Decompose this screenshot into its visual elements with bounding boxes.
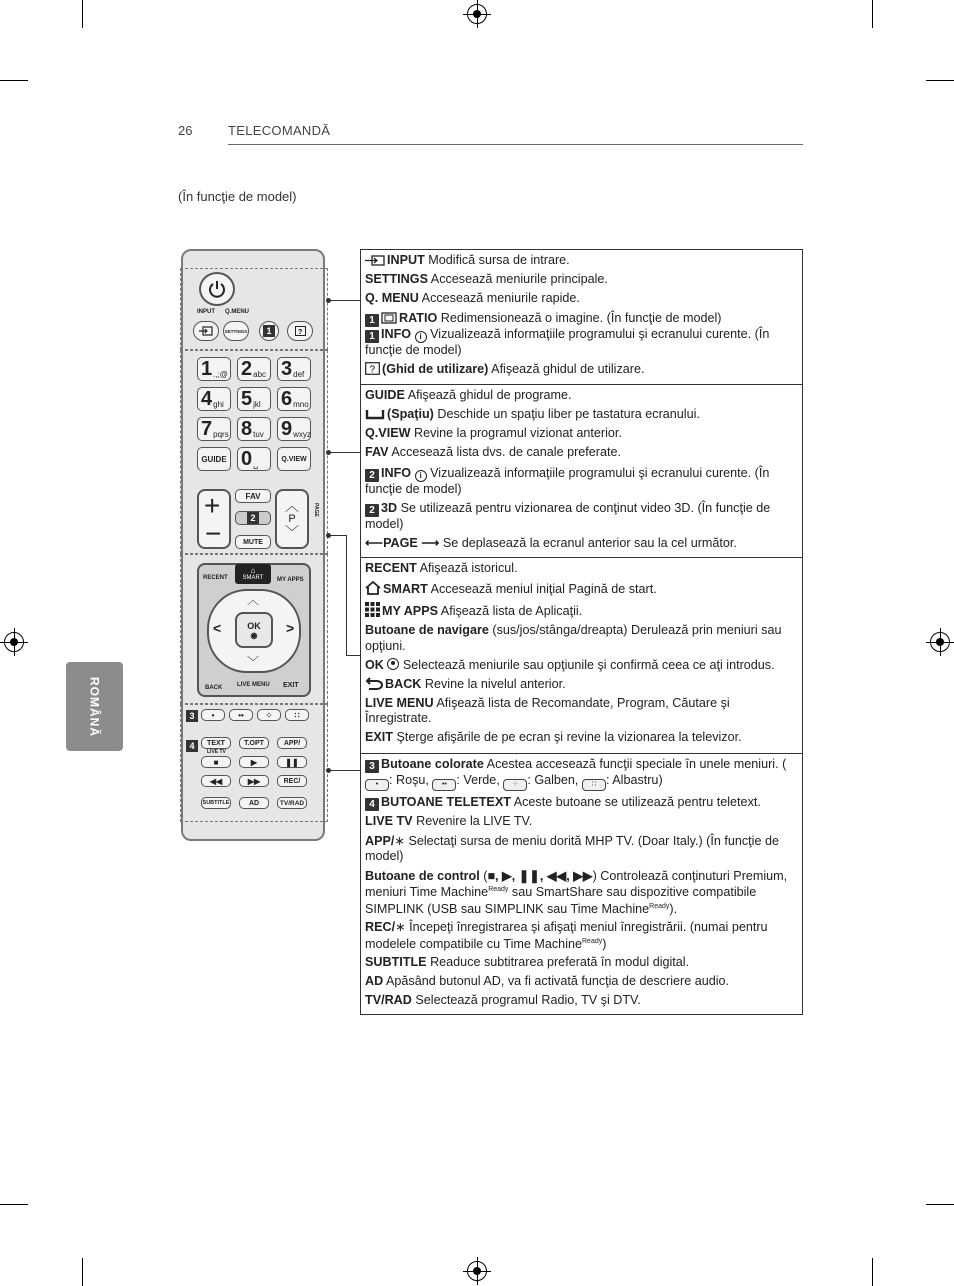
crop-mark [0, 80, 28, 81]
tvrad-button[interactable]: TV/RAD [277, 797, 307, 809]
desc-input: INPUT Modifică sursa de intrare. [365, 253, 798, 269]
registration-mark-icon [4, 632, 24, 652]
settings-button[interactable]: SETTINGS [223, 321, 249, 341]
livemenu-button[interactable]: LIVE MENU [237, 682, 270, 688]
apps-grid-icon [365, 602, 380, 617]
crop-mark [872, 0, 873, 28]
livetv-label: LIVE TV [207, 749, 226, 755]
num-button-1[interactable]: 1 .,;@ [197, 357, 231, 381]
3d-button[interactable] [235, 511, 271, 525]
exit-button[interactable]: EXIT [283, 682, 299, 689]
desc-teletext: 4 BUTOANE TELETEXT Aceste butoane se utilizează pentru teletext. [365, 795, 798, 811]
desc-qview: Q.VIEW Revine la programul vizionat anterior. [365, 426, 622, 441]
input-icon [199, 326, 213, 336]
crop-mark [926, 80, 954, 81]
section-4-badge: 4 [186, 740, 198, 752]
space-icon [365, 408, 385, 420]
green-button[interactable]: •• [229, 709, 253, 721]
num-button-4[interactable]: 4 ghi [197, 387, 231, 411]
num-button-3[interactable]: 3 def [277, 357, 311, 381]
section-title: TELECOMANDĂ [228, 123, 331, 138]
home-icon [365, 581, 381, 595]
crop-mark [926, 1204, 954, 1205]
desc-section-2 [361, 385, 802, 558]
qview-button[interactable]: Q.VIEW [277, 447, 311, 471]
yellow-button[interactable]: ⁘ [257, 709, 281, 721]
registration-mark-icon [467, 4, 487, 24]
desc-settings: SETTINGS Accesează meniurile principale. [365, 272, 608, 287]
text-button[interactable]: TEXT [201, 737, 231, 749]
desc-3d: 2 3D Se utilizează pentru vizionarea de conţinut video 3D. (În funcţie de model) [365, 500, 771, 531]
desc-control: Butoane de control (■, ▶, ❚❚, ◀◀, ▶▶) Controlează conţinuturi Premium, meniuri Time Machine$^{Ready}$ sau SmartShare sau dispozitive compatibile SIMPLINK (USB sau SIMPLINK sau Time Machine$^{Ready}$). [365, 868, 788, 917]
blue-button[interactable]: ∷ [285, 709, 309, 721]
ok-dot-icon [387, 658, 399, 670]
ratio-badge: 1 [263, 325, 275, 337]
connector-line [346, 535, 347, 655]
guide-button[interactable]: GUIDE [197, 447, 231, 471]
desc-space: (Spaţiu) Deschide un spaţiu liber pe tastatura ecranului. [365, 407, 798, 423]
desc-recent: RECENT Afişează istoricul. [365, 561, 518, 575]
registration-mark-icon [467, 1261, 487, 1281]
desc-section-3 [361, 558, 802, 754]
info-icon: i [415, 331, 427, 343]
desc-livetv: LIVE TV Revenire la LIVE TV. [365, 814, 533, 829]
desc-section-1 [361, 250, 802, 385]
page-right-icon: ⟶ [421, 535, 440, 550]
nav-left-icon[interactable]: < [213, 620, 222, 636]
3d-badge: 2 [247, 512, 259, 524]
space-icon: ␣ [253, 460, 259, 469]
red-button-icon: • [365, 779, 389, 791]
desc-exit: EXIT Şterge afişările de pe ecran şi revine la vizionarea la televizor. [365, 730, 742, 745]
ok-button[interactable]: OK ◉ [235, 612, 273, 648]
description-table [360, 249, 803, 1015]
back-button[interactable]: BACK [205, 685, 223, 691]
play-button[interactable]: ▶ [239, 756, 269, 768]
num-button-6[interactable]: 6 mno [277, 387, 311, 411]
page-left-icon: ⟵ [365, 535, 384, 550]
recent-button[interactable]: RECENT [203, 575, 228, 581]
chevron-down-icon: ﹀ [285, 524, 299, 540]
desc-ratio: 1 RATIO Redimensionează o imagine. (În funcţie de model) [365, 311, 798, 327]
desc-livemenu: LIVE MENU Afişează lista de Recomandate, Program, Căutare şi Înregistrate. [365, 695, 730, 726]
blue-button-icon: ∷ [582, 779, 606, 791]
control-symbols-icon: ■, ▶, ❚❚, ◀◀, ▶▶ [487, 868, 593, 883]
desc-qmenu: Q. MENU Accesează meniurile rapide. [365, 291, 580, 306]
fav-button[interactable]: FAV [235, 489, 271, 503]
svg-text:?: ? [369, 364, 376, 375]
forward-button[interactable]: ▶▶ [239, 775, 269, 787]
desc-app: APP/∗ Selectaţi sursa de meniu dorită MHP TV. (Doar Italy.) (În funcţie de model) [365, 833, 779, 864]
language-tab [66, 662, 123, 751]
qmenu-label: Q.MENU [225, 309, 249, 315]
green-button-icon: •• [432, 779, 456, 791]
smart-button[interactable]: ⌂ SMART [235, 564, 271, 584]
user-guide-icon [365, 362, 380, 375]
remote-illustration [181, 249, 325, 841]
desc-smart: SMART Accesează meniul iniţial Pagină de start. [365, 581, 798, 598]
desc-myapps: MY APPS Afişează lista de Aplicaţii. [365, 602, 798, 620]
user-guide-button[interactable] [287, 321, 313, 341]
desc-info-2: 2 INFO i Vizualizează informaţiile programului şi ecranului curente. (În funcţie de model) [365, 465, 770, 496]
crop-mark [82, 1258, 83, 1286]
star-icon: ∗ [394, 833, 405, 848]
crop-mark [82, 0, 83, 28]
desc-user-guide: ? (Ghid de utilizare) Afişează ghidul de utilizare. [365, 362, 798, 378]
desc-rec: REC/∗ Începeţi înregistrarea şi afişaţi meniul înregistrării. (numai pentru modelele compatibile cu Time Machine$^{Ready}$) [365, 920, 768, 951]
desc-color-buttons: 3 Butoane colorate Acestea accesează funcţii speciale în unele meniuri. (• : Roşu, •• : Verde, ⁘ : Galben, ∷ : Albastru) [365, 757, 798, 791]
home-icon: ⌂ [250, 566, 256, 575]
input-label: INPUT [197, 309, 215, 315]
page-label: PAGE [313, 503, 319, 517]
connector-line [330, 535, 346, 536]
program-label: P [288, 513, 296, 525]
program-rocker[interactable] [275, 489, 309, 549]
back-arrow-icon [365, 677, 383, 690]
num-button-2[interactable]: 2 abc [237, 357, 271, 381]
mute-button[interactable]: MUTE [235, 535, 271, 549]
rec-button[interactable]: REC/ [277, 775, 307, 787]
crop-mark [0, 1204, 28, 1205]
info-icon: i [415, 470, 427, 482]
desc-subtitle: SUBTITLE Readuce subtitrarea preferată în modul digital. [365, 954, 690, 969]
desc-ad: AD Apăsând butonul AD, va fi activată funcţia de descriere audio. [365, 974, 730, 989]
star-icon: ∗ [395, 920, 406, 935]
power-button[interactable] [199, 272, 235, 306]
connector-line [330, 452, 360, 453]
yellow-button-icon: ⁘ [503, 779, 527, 791]
num-button-9[interactable]: 9 wxyz [277, 417, 311, 441]
myapps-button[interactable]: MY APPS [277, 577, 304, 583]
input-icon [365, 255, 385, 266]
rewind-button[interactable]: ◀◀ [201, 775, 231, 787]
crop-mark [872, 1258, 873, 1286]
volume-up-icon: + [204, 490, 221, 521]
num-button-7[interactable]: 7 pqrs [197, 417, 231, 441]
num-button-5[interactable]: 5 jkl [237, 387, 271, 411]
chevron-up-icon: ︿ [285, 498, 299, 514]
ratio-icon [381, 312, 397, 324]
svg-text:?: ? [297, 329, 302, 336]
red-button[interactable]: • [201, 709, 225, 721]
connector-line [346, 655, 360, 656]
connector-line [330, 300, 360, 301]
num-button-8[interactable]: 8 tuv [237, 417, 271, 441]
desc-navigation: Butoane de navigare (sus/jos/stânga/dreapta) Derulează prin meniuri sau opţiuni. [365, 623, 782, 653]
page-number: 26 [178, 123, 193, 138]
app-button[interactable]: APP/ [277, 737, 307, 749]
language-tab-label: ROMÂNĂ [87, 676, 102, 737]
desc-ok: OK Selectează meniurile sau opţiunile şi confirmă ceea ce aţi introdus. [365, 657, 775, 672]
header-rule [228, 144, 803, 145]
desc-tvrad: TV/RAD Selectează programul Radio, TV şi DTV. [365, 993, 641, 1008]
nav-down-icon[interactable]: ﹀ [247, 655, 260, 669]
desc-guide: GUIDE Afişează ghidul de programe. [365, 388, 572, 402]
registration-mark-icon [930, 632, 950, 652]
desc-back: BACK Revine la nivelul anterior. [365, 677, 798, 693]
ratio-button[interactable] [259, 321, 279, 341]
stop-button[interactable]: ■ [201, 756, 231, 768]
volume-down-icon: − [205, 518, 222, 549]
pause-button[interactable]: ❚❚ [277, 756, 307, 768]
ad-button[interactable]: AD [239, 797, 269, 809]
desc-fav: FAV Accesează lista dvs. de canale preferate. [365, 445, 621, 460]
topt-button[interactable]: T.OPT [239, 737, 269, 749]
desc-info-1: 1 INFO i Vizualizează informaţiile programului şi ecranului curente. (În funcţie de model) [365, 326, 770, 357]
power-icon [208, 280, 226, 298]
desc-section-4 [361, 754, 802, 1016]
nav-right-icon[interactable]: > [286, 620, 295, 636]
ok-dot-icon: ◉ [250, 630, 258, 640]
desc-page: ⟵PAGE ⟶ Se deplasează la ecranul anterior sau la cel următor. [365, 535, 737, 550]
connector-line [330, 770, 360, 771]
subtitle-button[interactable]: SUBTITLE [201, 797, 231, 809]
num-button-0[interactable]: 0 ␣ [237, 447, 271, 471]
nav-up-icon[interactable]: ︿ [247, 593, 260, 607]
user-guide-icon [295, 326, 306, 336]
model-note: (În funcţie de model) [178, 189, 297, 204]
input-button[interactable] [193, 321, 219, 341]
section-3-badge: 3 [186, 710, 198, 722]
volume-rocker[interactable] [197, 489, 231, 549]
